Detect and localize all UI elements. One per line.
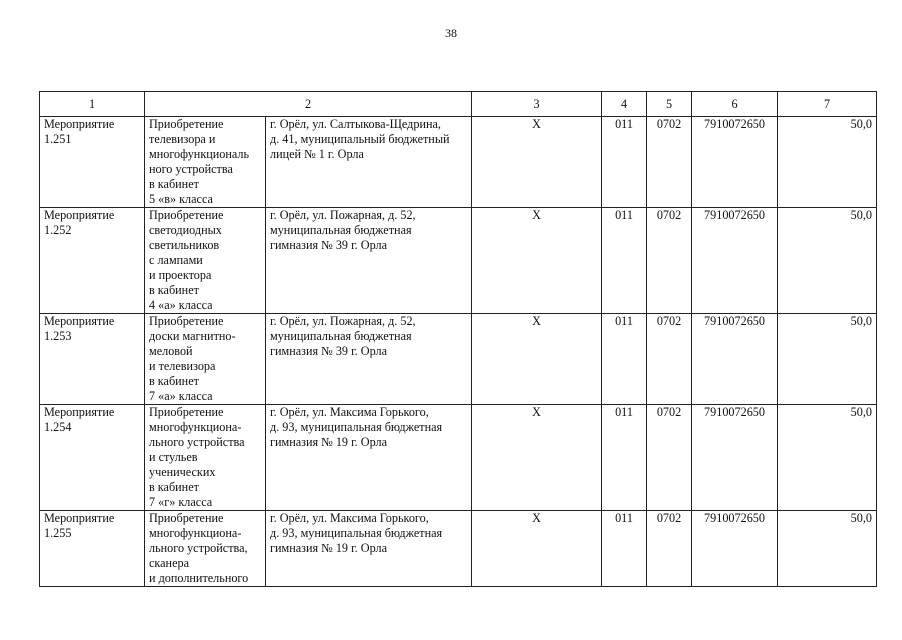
item-line: Приобретение	[149, 511, 224, 525]
item-line: 4 «а» класса	[149, 298, 213, 312]
item-line: 5 «в» класса	[149, 192, 213, 206]
header-col-4: 4	[602, 92, 647, 117]
item-line: 7 «г» класса	[149, 495, 213, 509]
address-cell	[266, 314, 472, 405]
address-line: г. Орёл, ул. Максима Горького,	[270, 511, 429, 525]
item-line: Приобретение	[149, 314, 224, 328]
event-label: Мероприятие	[44, 208, 115, 222]
table-row	[40, 117, 877, 208]
item-line: ного устройства	[149, 162, 233, 176]
event-cell	[40, 511, 145, 587]
item-line: льного устройства,	[149, 541, 248, 555]
table-row	[40, 405, 877, 511]
address-line: гимназия № 19 г. Орла	[270, 541, 388, 555]
col4-cell: 011	[602, 314, 647, 405]
event-number: 1.252	[44, 223, 72, 237]
address-line: гимназия № 19 г. Орла	[270, 435, 388, 449]
header-col-3: 3	[472, 92, 602, 117]
address-cell	[266, 511, 472, 587]
event-label: Мероприятие	[44, 511, 115, 525]
item-line: многофункциональ	[149, 147, 250, 161]
header-col-5: 5	[647, 92, 692, 117]
budget-table	[39, 91, 877, 587]
address-line: д. 93, муниципальная бюджетная	[270, 526, 443, 540]
item-line: светодиодных	[149, 223, 222, 237]
col6-cell: 7910072650	[692, 405, 778, 511]
address-line: лицей № 1 г. Орла	[270, 147, 364, 161]
col6-cell: 7910072650	[692, 117, 778, 208]
col7-cell: 50,0	[778, 314, 877, 405]
page-number: 38	[445, 26, 457, 40]
address-line: д. 41, муниципальный бюджетный	[270, 132, 450, 146]
address-cell	[266, 117, 472, 208]
item-line: 7 «а» класса	[149, 389, 213, 403]
event-label: Мероприятие	[44, 117, 115, 131]
item-cell	[145, 511, 266, 587]
item-line: льного устройства	[149, 435, 245, 449]
col5-cell: 0702	[647, 117, 692, 208]
event-cell	[40, 208, 145, 314]
col3-cell: X	[472, 208, 602, 314]
item-line: Приобретение	[149, 208, 224, 222]
item-line: телевизора и	[149, 132, 216, 146]
item-line: с лампами	[149, 253, 203, 267]
address-line: г. Орёл, ул. Максима Горького,	[270, 405, 429, 419]
address-line: муниципальная бюджетная	[270, 223, 412, 237]
item-line: ученических	[149, 465, 216, 479]
address-line: гимназия № 39 г. Орла	[270, 344, 388, 358]
item-line: сканера	[149, 556, 189, 570]
event-cell	[40, 314, 145, 405]
item-line: и проектора	[149, 268, 212, 282]
table-row	[40, 208, 877, 314]
item-line: меловой	[149, 344, 193, 358]
item-line: в кабинет	[149, 480, 199, 494]
address-cell	[266, 208, 472, 314]
col7-cell: 50,0	[778, 208, 877, 314]
event-label: Мероприятие	[44, 405, 115, 419]
col5-cell: 0702	[647, 511, 692, 587]
event-number: 1.255	[44, 526, 72, 540]
table-row	[40, 314, 877, 405]
col4-cell: 011	[602, 117, 647, 208]
item-line: многофункциона-	[149, 420, 242, 434]
item-line: доски магнитно-	[149, 329, 236, 343]
item-line: в кабинет	[149, 283, 199, 297]
header-col-1: 1	[40, 92, 145, 117]
col5-cell: 0702	[647, 208, 692, 314]
event-number: 1.253	[44, 329, 72, 343]
item-cell	[145, 208, 266, 314]
event-label: Мероприятие	[44, 314, 115, 328]
event-number: 1.251	[44, 132, 72, 146]
address-cell	[266, 405, 472, 511]
col3-cell: X	[472, 511, 602, 587]
address-line: г. Орёл, ул. Пожарная, д. 52,	[270, 314, 416, 328]
address-line: д. 93, муниципальная бюджетная	[270, 420, 443, 434]
col6-cell: 7910072650	[692, 511, 778, 587]
col7-cell: 50,0	[778, 117, 877, 208]
col6-cell: 7910072650	[692, 208, 778, 314]
item-line: Приобретение	[149, 117, 224, 131]
item-line: в кабинет	[149, 374, 199, 388]
item-cell	[145, 405, 266, 511]
item-cell	[145, 117, 266, 208]
address-line: гимназия № 39 г. Орла	[270, 238, 388, 252]
item-line: и стульев	[149, 450, 198, 464]
event-cell	[40, 117, 145, 208]
item-line: Приобретение	[149, 405, 224, 419]
col3-cell: X	[472, 405, 602, 511]
header-col-2: 2	[145, 92, 472, 117]
col3-cell: X	[472, 117, 602, 208]
col4-cell: 011	[602, 405, 647, 511]
table-row	[40, 511, 877, 587]
col5-cell: 0702	[647, 314, 692, 405]
col4-cell: 011	[602, 208, 647, 314]
header-col-7: 7	[778, 92, 877, 117]
item-line: многофункциона-	[149, 526, 242, 540]
item-line: и телевизора	[149, 359, 216, 373]
col7-cell: 50,0	[778, 511, 877, 587]
address-line: г. Орёл, ул. Пожарная, д. 52,	[270, 208, 416, 222]
event-number: 1.254	[44, 420, 72, 434]
col5-cell: 0702	[647, 405, 692, 511]
item-line: светильников	[149, 238, 220, 252]
col3-cell: X	[472, 314, 602, 405]
address-line: муниципальная бюджетная	[270, 329, 412, 343]
address-line: г. Орёл, ул. Салтыкова-Щедрина,	[270, 117, 441, 131]
item-cell	[145, 314, 266, 405]
item-line: и дополнительного	[149, 571, 249, 585]
item-line: в кабинет	[149, 177, 199, 191]
col4-cell: 011	[602, 511, 647, 587]
header-row	[40, 92, 877, 117]
col7-cell: 50,0	[778, 405, 877, 511]
col6-cell: 7910072650	[692, 314, 778, 405]
header-col-6: 6	[692, 92, 778, 117]
event-cell	[40, 405, 145, 511]
